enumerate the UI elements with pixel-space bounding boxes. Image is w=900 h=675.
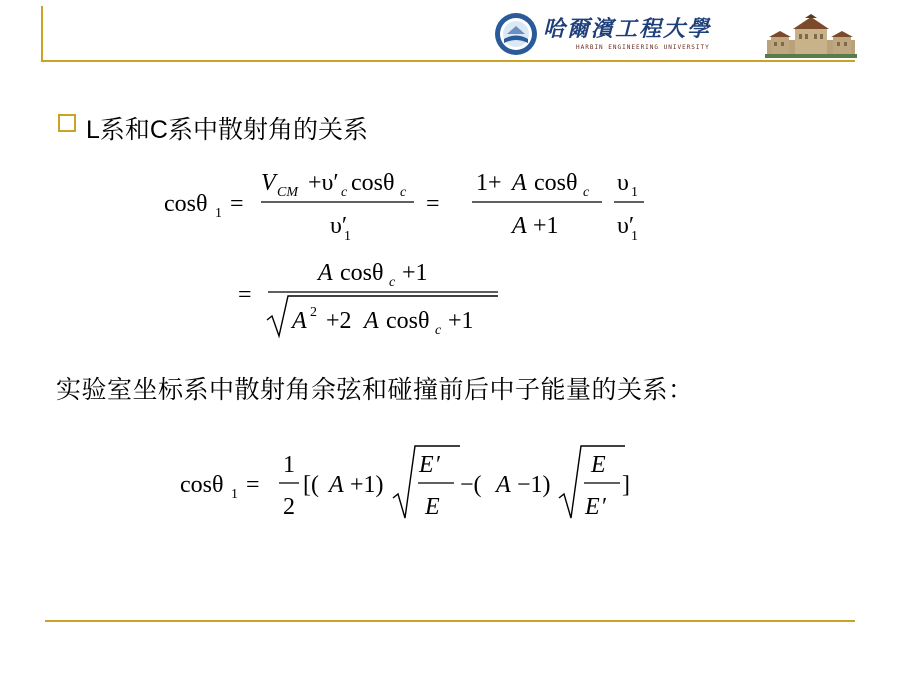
svg-text:A: A — [364, 308, 379, 334]
equation-cos-theta-sqrt — [150, 252, 510, 344]
svg-text:E: E — [419, 452, 434, 478]
svg-text:−(: −( — [460, 472, 482, 498]
svg-text:=: = — [246, 472, 260, 498]
header-divider — [41, 60, 855, 62]
svg-text:2: 2 — [283, 494, 295, 520]
svg-text:=: = — [230, 191, 244, 217]
svg-text:A: A — [318, 260, 333, 286]
svg-text:1: 1 — [215, 206, 222, 221]
svg-text:1: 1 — [631, 185, 638, 200]
svg-text:cosθ: cosθ — [351, 170, 395, 196]
university-name-cn: 哈爾濱工程大學 — [543, 16, 712, 42]
svg-text:+1: +1 — [448, 308, 474, 334]
equation-cos-theta-energy — [170, 438, 640, 528]
svg-text:=: = — [426, 191, 440, 217]
svg-text:c: c — [389, 275, 396, 290]
svg-text:′: ′ — [436, 452, 442, 478]
university-name-en: HARBIN ENGINEERING UNIVERSITY — [576, 44, 710, 51]
svg-text:υ′: υ′ — [330, 213, 348, 239]
svg-text:1: 1 — [283, 452, 295, 478]
svg-text:]: ] — [622, 472, 630, 498]
svg-text:c: c — [583, 185, 590, 200]
svg-text:E: E — [591, 452, 606, 478]
svg-text:E: E — [425, 494, 440, 520]
svg-text:A: A — [292, 308, 307, 334]
svg-text:+1: +1 — [402, 260, 428, 286]
svg-text:1+: 1+ — [476, 170, 502, 196]
svg-text:c: c — [341, 185, 348, 200]
svg-text:+2: +2 — [326, 308, 352, 334]
equation-cos-theta-l-c — [150, 160, 670, 250]
svg-text:E: E — [585, 494, 600, 520]
svg-text:=: = — [238, 282, 252, 308]
svg-text:1: 1 — [231, 487, 238, 502]
svg-text:cosθ: cosθ — [386, 308, 430, 334]
svg-text:c: c — [435, 323, 442, 338]
svg-text:1: 1 — [344, 229, 351, 244]
svg-text:+1): +1) — [350, 472, 384, 498]
svg-text:cosθ: cosθ — [340, 260, 384, 286]
svg-text:cosθ: cosθ — [180, 472, 224, 498]
svg-text:cosθ: cosθ — [164, 191, 208, 217]
bullet-checkbox-icon — [58, 114, 76, 132]
svg-text:υ′: υ′ — [617, 213, 635, 239]
svg-text:υ: υ — [617, 170, 629, 196]
section-heading: L系和C系中散射角的关系 — [86, 116, 368, 144]
svg-text:A: A — [512, 213, 527, 239]
svg-text:cosθ: cosθ — [534, 170, 578, 196]
university-seal-icon — [494, 12, 538, 56]
svg-text:A: A — [512, 170, 527, 196]
svg-text:+υ′: +υ′ — [308, 170, 339, 196]
svg-text:′: ′ — [602, 494, 608, 520]
footer-divider — [45, 620, 855, 622]
svg-text:[(: [( — [303, 472, 319, 498]
svg-text:CM: CM — [277, 185, 298, 200]
svg-text:1: 1 — [631, 229, 638, 244]
left-accent-line — [41, 6, 43, 62]
svg-text:A: A — [496, 472, 511, 498]
energy-relation-text: 实验室坐标系中散射角余弦和碰撞前后中子能量的关系： — [56, 375, 694, 404]
svg-text:2: 2 — [310, 305, 317, 320]
svg-text:A: A — [329, 472, 344, 498]
svg-text:−1): −1) — [517, 472, 551, 498]
svg-text:c: c — [400, 185, 407, 200]
svg-text:+1: +1 — [533, 213, 559, 239]
campus-building-image — [765, 14, 857, 58]
svg-text:V: V — [261, 170, 276, 196]
